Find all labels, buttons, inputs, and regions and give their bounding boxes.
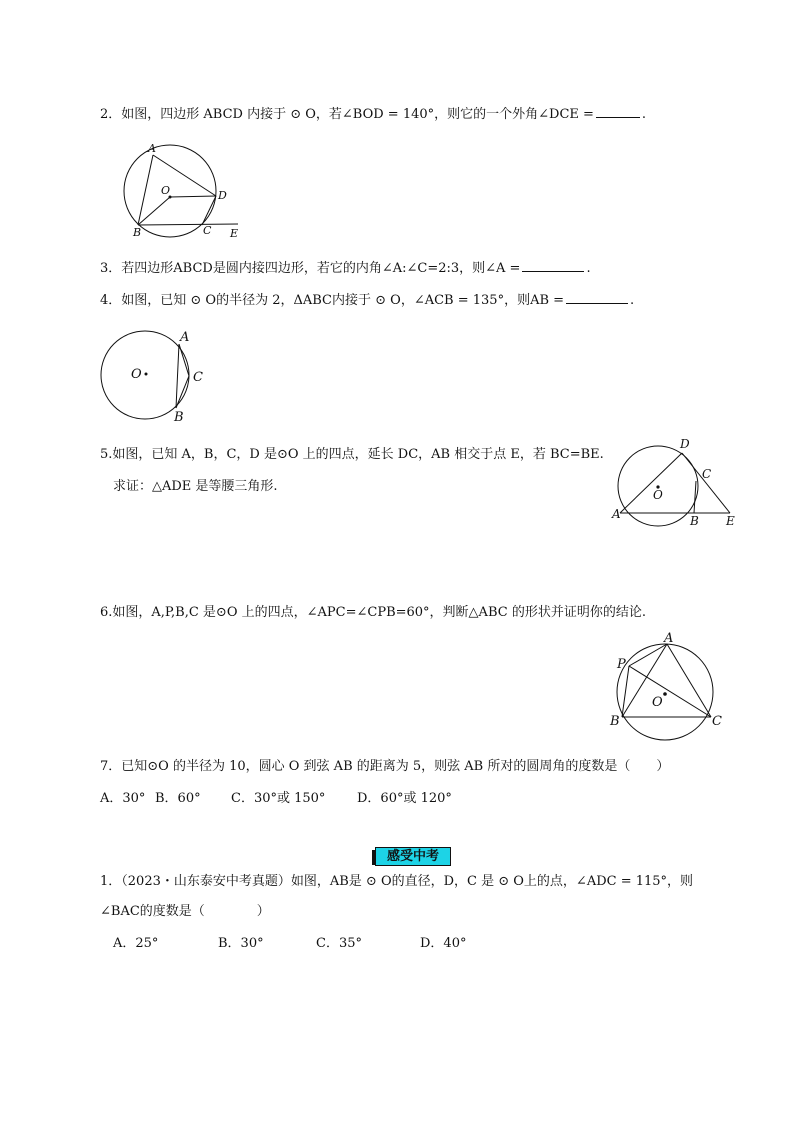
q6-text: 6.如图，A,P,B,C 是⊙O 上的四点，∠APC=∠CPB=60°，判断△ABC 的形状并证明你的结论.: [100, 605, 646, 620]
line-ac: [667, 644, 711, 717]
label-a: A: [664, 631, 674, 646]
line-bc: [694, 481, 696, 513]
label-e: E: [726, 514, 735, 528]
q5-line2: 求证：△ADE 是等腰三角形.: [113, 479, 278, 494]
q5-figure: [610, 437, 740, 532]
option-b[interactable]: B．30°: [218, 936, 264, 951]
label-o: O: [131, 367, 142, 382]
label-b: B: [690, 514, 699, 528]
label-o: O: [653, 488, 663, 502]
q4-figure: [100, 326, 220, 426]
q2-figure: [120, 140, 250, 240]
exam1-options: [113, 935, 466, 953]
label-c: C: [712, 714, 722, 729]
label-c: C: [203, 224, 212, 237]
line-dc: [202, 196, 216, 225]
option-c[interactable]: C．35°: [316, 936, 362, 951]
exam1-line2: ∠BAC的度数是（ ）: [100, 904, 270, 919]
label-c: C: [702, 467, 712, 481]
circle: [617, 644, 713, 740]
option-a[interactable]: A．30°: [100, 791, 146, 806]
label-a: A: [612, 507, 621, 521]
label-d: D: [680, 437, 690, 451]
exam1-line1: 1．（2023・山东泰安中考真题）如图，AB是 ⊙ O的直径，D，C 是 ⊙ O上的点，∠ADC = 115°，则: [100, 874, 694, 889]
q5-line1: 5.如图，已知 A，B，C，D 是⊙O 上的四点，延长 DC，AB 相交于点 E，若 BC=BE.: [100, 447, 604, 462]
line-bc: [176, 376, 189, 408]
option-d[interactable]: D．40°: [420, 936, 467, 951]
line-de: [682, 453, 730, 513]
line-ab: [176, 344, 179, 408]
q6-figure: [608, 632, 738, 747]
q3-text: 3．若四边形ABCD是圆内接四边形，若它的内角∠A:∠C=2:3，则∠A = .: [100, 258, 591, 278]
line-pb: [622, 666, 629, 717]
answer-blank[interactable]: [522, 258, 584, 272]
q7-options: [100, 790, 452, 808]
label-a: A: [148, 142, 156, 155]
label-c: C: [193, 370, 203, 385]
line-pc: [629, 666, 711, 717]
label-p: P: [617, 657, 626, 672]
answer-blank[interactable]: [566, 290, 628, 304]
option-d[interactable]: D．60°或 120°: [357, 791, 452, 806]
label-a: A: [180, 330, 190, 345]
line-od: [170, 196, 216, 197]
q2-text: 2．如图，四边形 ABCD 内接于 ⊙ O，若∠BOD = 140°，则它的一个外角∠DCE = .: [100, 104, 646, 124]
line-ac: [179, 344, 189, 376]
label-o: O: [652, 695, 663, 710]
label-o: O: [161, 184, 171, 197]
option-b[interactable]: B．60°: [155, 791, 201, 806]
label-d: D: [218, 189, 227, 202]
label-e: E: [230, 227, 239, 240]
label-b: B: [174, 410, 184, 425]
section-title: 感受中考: [375, 847, 451, 866]
q4-text: 4．如图，已知 ⊙ O的半径为 2，ΔABC内接于 ⊙ O，∠ACB = 135°，则AB = .: [100, 290, 634, 310]
option-c[interactable]: C．30°或 150°: [231, 791, 326, 806]
option-a[interactable]: A．25°: [113, 936, 159, 951]
answer-blank[interactable]: [596, 104, 640, 118]
line-ad: [620, 453, 682, 513]
center-point: [663, 692, 667, 696]
label-b: B: [610, 714, 620, 729]
center-point: [145, 373, 148, 376]
q7-text: 7．已知⊙O 的半径为 10，圆心 O 到弦 AB 的距离为 5，则弦 AB 所对的圆周角的度数是（ ）: [100, 759, 670, 774]
label-b: B: [133, 226, 142, 239]
line-be: [138, 224, 238, 225]
